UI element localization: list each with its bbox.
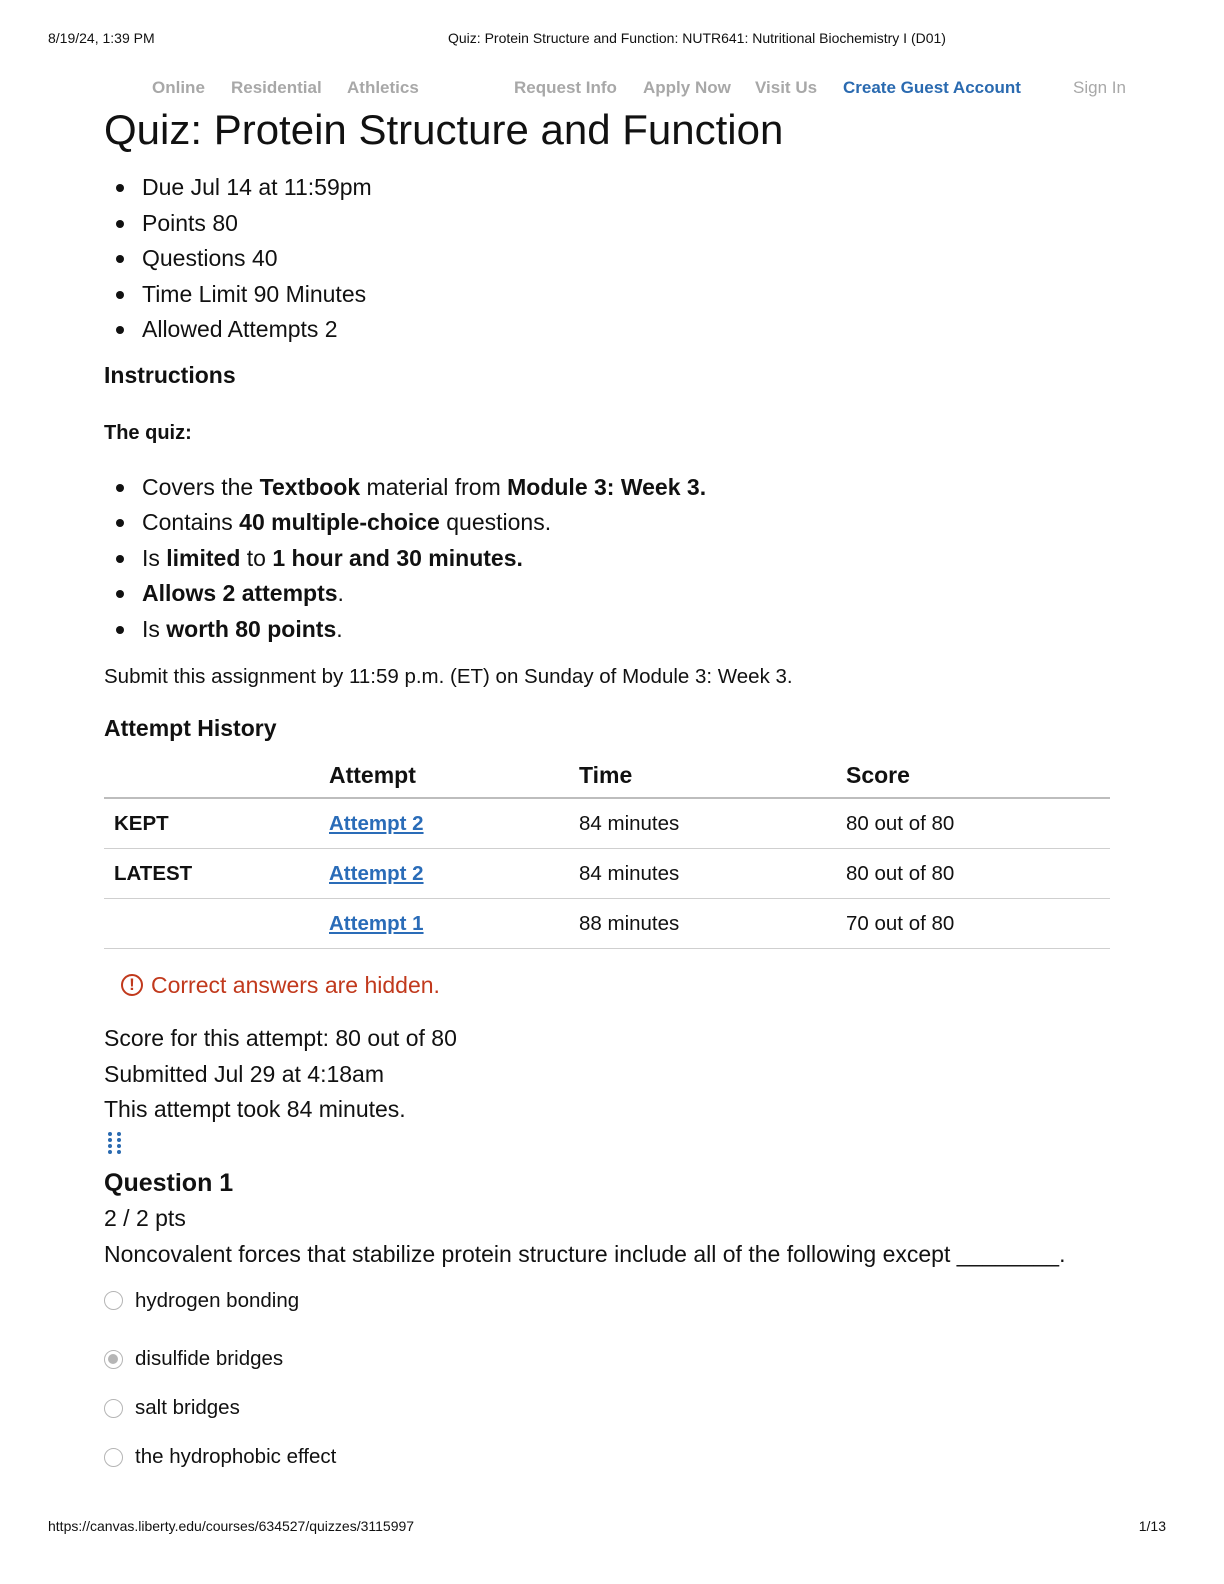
column-header-label — [104, 753, 319, 798]
table-row — [104, 849, 1110, 899]
nav-online-link[interactable]: Online — [152, 78, 205, 97]
print-footer — [48, 1518, 1166, 1538]
nav-visit-us-link[interactable]: Visit Us — [755, 78, 818, 97]
main-content — [104, 104, 1114, 1482]
attempt-status-label: KEPT — [104, 798, 319, 849]
instruction-item: Contains 40 multiple-choice questions. — [104, 505, 1114, 541]
quiz-question-count: Questions 40 — [104, 241, 1114, 277]
radio-button[interactable] — [104, 1291, 123, 1310]
table-row — [104, 899, 1110, 949]
radio-button[interactable] — [104, 1448, 123, 1467]
quiz-details-list — [104, 170, 1114, 348]
attempt-duration: This attempt took 84 minutes. — [104, 1096, 406, 1122]
quiz-due-date: Due Jul 14 at 11:59pm — [104, 170, 1114, 206]
instruction-item: Is worth 80 points. — [104, 612, 1114, 648]
drag-handle-icon[interactable] — [104, 1132, 128, 1160]
attempt-score: 70 out of 80 — [836, 899, 1110, 949]
alert-circle-icon: ! — [121, 974, 143, 996]
answer-option[interactable] — [104, 1384, 1114, 1433]
answer-option[interactable] — [104, 1335, 1114, 1384]
table-header-row — [104, 753, 1110, 798]
attempt-submitted-time: Submitted Jul 29 at 4:18am — [104, 1060, 384, 1087]
attempt-history-heading: Attempt History — [104, 715, 277, 741]
table-row — [104, 798, 1110, 849]
attempt-link[interactable]: Attempt 2 — [329, 811, 424, 835]
create-guest-account-link[interactable]: Create Guest Account — [843, 78, 1021, 97]
instruction-item: Allows 2 attempts. — [104, 576, 1114, 612]
attempt-time: 88 minutes — [569, 899, 836, 949]
notice-text: Correct answers are hidden. — [151, 971, 440, 998]
answer-label: the hydrophobic effect — [135, 1445, 337, 1468]
question-text: Noncovalent forces that stabilize protein structure include all of the following except ________. — [104, 1240, 1066, 1267]
radio-button-selected[interactable] — [104, 1350, 123, 1369]
attempt-score: 80 out of 80 — [836, 798, 1110, 849]
quiz-allowed-attempts: Allowed Attempts 2 — [104, 312, 1114, 348]
attempt-history-table — [104, 753, 1110, 949]
page-title: Quiz: Protein Structure and Function — [104, 106, 784, 153]
column-header-attempt: Attempt — [319, 753, 569, 798]
instructions-heading: Instructions — [104, 361, 236, 388]
nav-request-info-link[interactable]: Request Info — [514, 78, 617, 97]
instruction-item: Is limited to 1 hour and 30 minutes. — [104, 541, 1114, 577]
attempt-status-label: LATEST — [104, 849, 319, 899]
submission-note: Submit this assignment by 11:59 p.m. (ET) on Sunday of Module 3: Week 3. — [104, 665, 793, 688]
quiz-points: Points 80 — [104, 206, 1114, 242]
attempt-time: 84 minutes — [569, 849, 836, 899]
nav-residential-link[interactable]: Residential — [231, 78, 322, 97]
sign-in-link[interactable]: Sign In — [1073, 78, 1126, 97]
hidden-answers-notice — [121, 969, 1114, 1001]
answer-label: disulfide bridges — [135, 1347, 284, 1370]
print-url: https://canvas.liberty.edu/courses/634527/quizzes/3115997 — [48, 1518, 415, 1534]
nav-athletics-link[interactable]: Athletics — [347, 78, 419, 97]
answer-option[interactable] — [104, 1433, 1114, 1482]
attempt-link[interactable]: Attempt 1 — [329, 911, 424, 935]
question-title: Question 1 — [104, 1168, 234, 1197]
column-header-time: Time — [569, 753, 836, 798]
print-page-number: 1/13 — [1138, 1518, 1166, 1534]
instructions-subheading: The quiz: — [104, 421, 192, 444]
quiz-time-limit: Time Limit 90 Minutes — [104, 277, 1114, 313]
answer-label: hydrogen bonding — [135, 1288, 300, 1312]
attempt-status-label — [104, 899, 319, 949]
attempt-link[interactable]: Attempt 2 — [329, 861, 424, 885]
print-page-title: Quiz: Protein Structure and Function: NUTR641: Nutritional Biochemistry I (D01) — [448, 30, 946, 46]
print-header — [48, 30, 1176, 50]
print-datetime: 8/19/24, 1:39 PM — [48, 30, 155, 46]
question-points: 2 / 2 pts — [104, 1204, 186, 1231]
instructions-list — [104, 470, 1114, 648]
instruction-item: Covers the Textbook material from Module 3: Week 3. — [104, 470, 1114, 506]
nav-apply-now-link[interactable]: Apply Now — [643, 78, 731, 97]
answer-label: salt bridges — [135, 1396, 240, 1419]
attempt-score-summary: Score for this attempt: 80 out of 80 — [104, 1025, 457, 1051]
radio-button[interactable] — [104, 1399, 123, 1418]
top-navigation — [0, 78, 1224, 102]
column-header-score: Score — [836, 753, 1110, 798]
attempt-score: 80 out of 80 — [836, 849, 1110, 899]
attempt-time: 84 minutes — [569, 798, 836, 849]
answer-options — [104, 1286, 1114, 1482]
answer-option[interactable] — [104, 1286, 1114, 1316]
attempt-summary — [104, 1021, 1114, 1128]
